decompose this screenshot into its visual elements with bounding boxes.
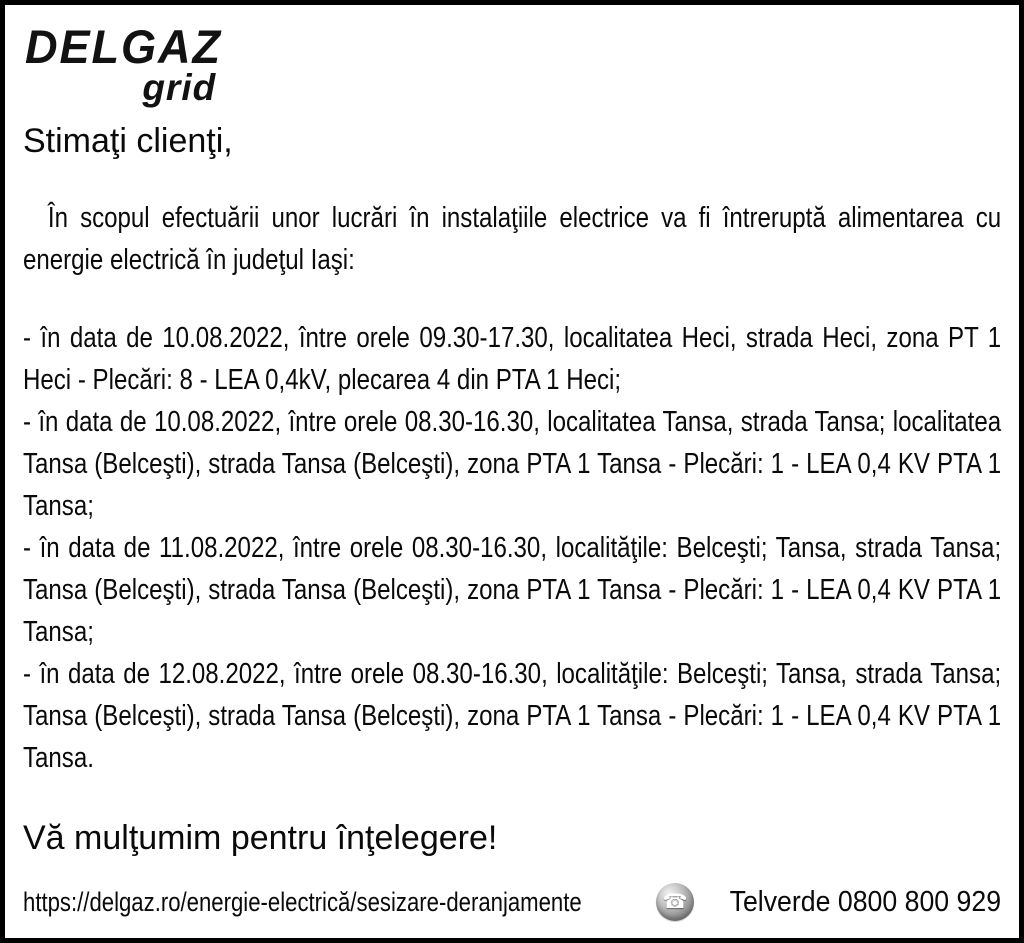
spacer: [23, 858, 1001, 880]
greeting-text: Stimaţi clienţi,: [23, 122, 233, 160]
footer: [23, 880, 1001, 924]
footer-url: https://delgaz.ro/energie-electrică/sesizare-deranjamente: [23, 886, 582, 917]
outage-item: - în data de 12.08.2022, între orele 08.30-16.30, localităţile: Belceşti; Tansa, strada Tansa; Tansa (Belceşti), strada Tansa (Belceşti), zona PTA 1 Tansa - Plecări: 1 - LEA 0,4 KV PTA 1 Tansa.: [23, 658, 1002, 774]
outage-item: - în data de 10.08.2022, între orele 08.30-16.30, localitatea Tansa, strada Tansa; localitatea Tansa (Belceşti), strada Tansa (Belceşti), zona PTA 1 Tansa - Plecări: 1 - LEA 0,4 KV PTA 1 Tansa;: [23, 406, 1002, 522]
phone-icon: [656, 883, 694, 921]
outage-item: - în data de 11.08.2022, între orele 08.30-16.30, localităţile: Belceşti; Tansa, strada Tansa; Tansa (Belceşti), strada Tansa (Belceşti), zona PTA 1 Tansa - Plecări: 1 - LEA 0,4 KV PTA 1 Tansa;: [23, 532, 1002, 648]
footer-contact: [656, 883, 1001, 921]
footer-phone-number: Telverde 0800 800 929: [729, 885, 1001, 918]
intro-paragraph: În scopul efectuării unor lucrări în instalaţiile electrice va fi întreruptă alimentarea cu energie electrică în judeţul Iaşi:: [23, 202, 1002, 276]
footer-url-wrap: [23, 887, 613, 918]
outage-list: [23, 317, 1001, 779]
closing-text: Vă mulţumim pentru înţelegere!: [23, 819, 498, 857]
brand-name: DELGAZ: [25, 20, 223, 73]
phone-glyph: ☎: [662, 889, 688, 913]
brand-division: grid: [142, 67, 217, 108]
outage-item: - în data de 10.08.2022, între orele 09.30-17.30, localitatea Heci, strada Heci, zona PT 1 Heci - Plecări: 8 - LEA 0,4kV, plecarea 4 din PTA 1 Heci;: [23, 322, 1002, 396]
brand-logo: [25, 20, 230, 108]
